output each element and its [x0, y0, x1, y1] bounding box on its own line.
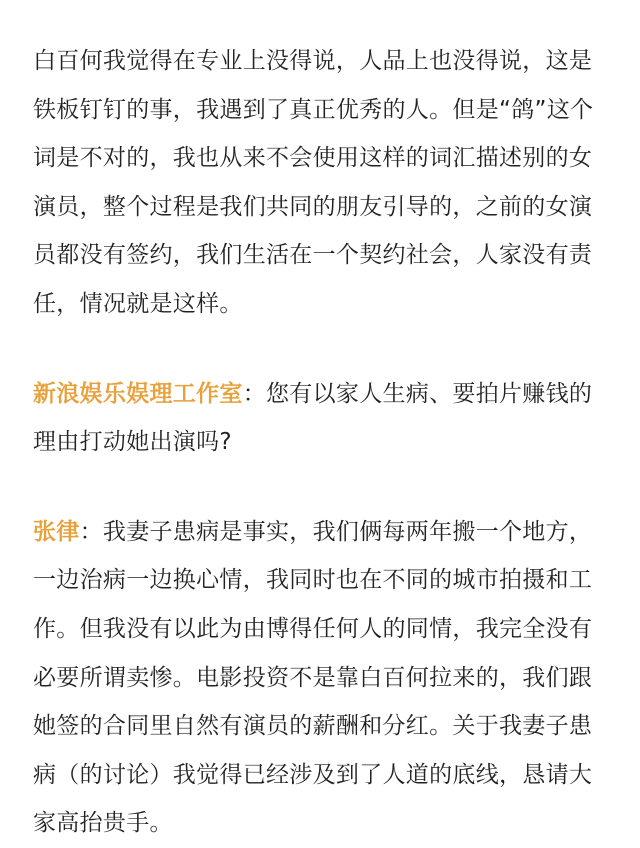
- paragraph-answer: [33, 508, 610, 848]
- article-body: [33, 37, 610, 848]
- paragraph-statement: [33, 37, 610, 329]
- paragraph-question: [33, 370, 610, 467]
- speaker-name: 张律: [33, 518, 80, 545]
- speaker-name: 新浪娱乐娱理工作室: [33, 380, 243, 407]
- paragraph-text: ：您有以家人生病、要拍片赚钱的理由打动她出演吗?: [33, 380, 593, 456]
- paragraph-text: 白百何我觉得在专业上没得说，人品上也没得说，这是铁板钉钉的事，我遇到了真正优秀的人。但是“鸽”这个词是不对的，我也从来不会使用这样的词汇描述别的女演员，整个过程是我们共同的朋友引导的，之前的女演员都没有签约，我们生活在一个契约社会，人家没有责任，情况就是这样。: [33, 48, 594, 317]
- paragraph-text: ：我妻子患病是事实，我们俩每两年搬一个地方，一边治病一边换心情，我同时也在不同的城市拍摄和工作。但我没有以此为由博得任何人的同情，我完全没有必要所谓卖惨。电影投资不是靠白百何拉来的，我们跟她签的合同里自然有演员的薪酬和分红。关于我妻子患病（的讨论）我觉得已经涉及到了人道的底线，恳请大家高抬贵手。: [33, 518, 593, 837]
